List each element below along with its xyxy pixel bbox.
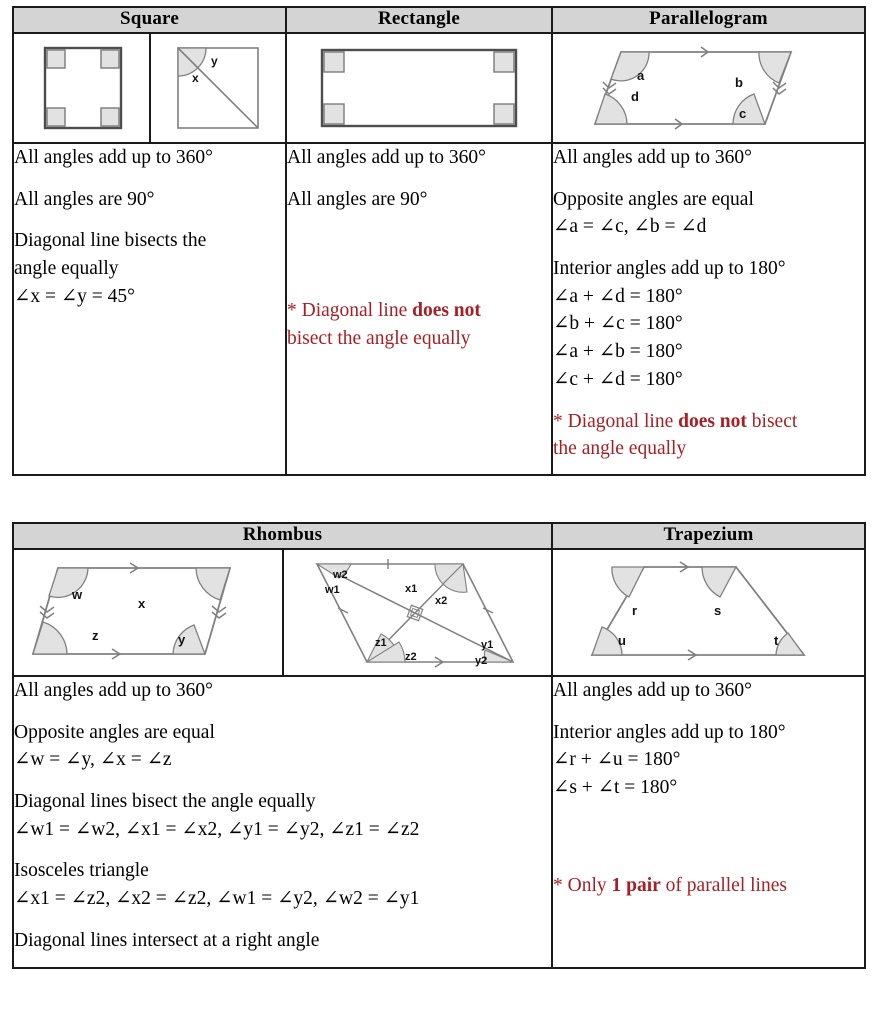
note-line	[287, 297, 551, 325]
fact-line: ∠r + ∠u = 180°	[553, 749, 681, 771]
rhombus-diagonals-icon	[295, 552, 540, 674]
rhombus-angle-label-x2: x2	[434, 594, 447, 607]
note-line	[553, 408, 864, 436]
note-text-bold: 1 pair	[611, 874, 661, 896]
note-line: the angle equally	[553, 438, 687, 460]
note-text-pre: * Only	[553, 874, 612, 896]
square-angle-label-x: x	[191, 71, 199, 85]
spacer	[287, 172, 551, 186]
rhombus-angle-label-w2: w2	[332, 568, 348, 581]
square-diagonal-figure	[151, 34, 286, 142]
fact-line: Opposite angles are equal	[553, 188, 754, 210]
rhombus-angle-label-z: z	[92, 627, 99, 643]
column-header-rectangle: Rectangle	[286, 7, 552, 33]
spacer	[14, 774, 551, 788]
figure-cell-parallelogram	[552, 33, 865, 143]
note-line: bisect the angle equally	[287, 328, 471, 350]
fact-line: ∠a = ∠c, ∠b = ∠d	[553, 216, 707, 238]
spacer	[553, 241, 864, 255]
rhombus-angle-label-y2: y2	[474, 654, 487, 667]
fact-line: All angles are 90°	[287, 188, 428, 210]
figure-cell-square	[13, 33, 286, 143]
spacer	[14, 705, 551, 719]
parallelogram-angle-label-d: d	[630, 89, 639, 104]
fact-line: ∠c + ∠d = 180°	[553, 368, 683, 390]
note-text-bold: does not	[678, 410, 747, 432]
fact-line: angle equally	[14, 258, 119, 280]
geometry-reference-sheet	[0, 6, 878, 1030]
fact-line: ∠a + ∠b = 180°	[553, 341, 683, 363]
rectangle-right-angles-icon	[308, 40, 530, 136]
fact-line: All angles add up to 360°	[14, 147, 213, 168]
column-header-parallelogram: Parallelogram	[552, 7, 865, 33]
spacer	[287, 283, 551, 297]
fact-line: ∠w1 = ∠w2, ∠x1 = ∠x2, ∠y1 = ∠y2, ∠z1 = ∠z2	[14, 818, 420, 840]
spacer	[553, 394, 864, 408]
table-2-figure-row	[13, 549, 865, 676]
fact-line: Isosceles triangle	[14, 860, 149, 882]
fact-line: Interior angles add up to 180°	[553, 258, 786, 280]
spacer	[287, 255, 551, 269]
parallelogram-angle-label-b: b	[734, 75, 743, 90]
rhombus-angles-icon	[30, 552, 265, 674]
fact-line: ∠w = ∠y, ∠x = ∠z	[14, 749, 172, 771]
spacer	[553, 705, 864, 719]
parallelogram-angle-label-c: c	[738, 106, 746, 121]
rhombus-angle-label-w: w	[72, 586, 83, 602]
fact-line: All angles add up to 360°	[14, 680, 213, 701]
rhombus-angle-label-x: x	[138, 595, 146, 611]
table-1-header-row	[13, 7, 865, 33]
fact-line: ∠x = ∠y = 45°	[14, 285, 135, 307]
table-1-text-row	[13, 143, 865, 475]
spacer	[287, 269, 551, 283]
fact-line: All angles add up to 360°	[287, 147, 486, 168]
trapezium-angle-label-s: s	[713, 602, 721, 618]
parallelogram-angles-icon	[579, 38, 839, 138]
quadrilateral-table-1	[12, 6, 866, 476]
fact-line: Diagonal lines bisect the angle equally	[14, 791, 316, 813]
rhombus-angle-label-y1: y1	[480, 638, 493, 651]
fact-line: All angles are 90°	[14, 188, 155, 210]
fact-line: ∠a + ∠d = 180°	[553, 285, 683, 307]
square-angle-label-y: y	[210, 54, 218, 68]
square-right-angles-figure	[14, 34, 151, 142]
spacer	[287, 213, 551, 227]
trapezium-angle-label-t: t	[773, 632, 778, 648]
spacer	[287, 241, 551, 255]
spacer	[553, 858, 864, 872]
rhombus-angle-label-x1: x1	[404, 582, 417, 595]
column-header-rhombus: Rhombus	[13, 523, 552, 549]
text-cell-trapezium	[552, 676, 865, 968]
table-separator	[0, 476, 878, 522]
spacer	[553, 816, 864, 830]
trapezium-angle-label-r: r	[631, 602, 637, 618]
parallelogram-angle-label-a: a	[636, 68, 644, 83]
figure-cell-trapezium	[552, 549, 865, 676]
fact-line: All angles add up to 360°	[553, 147, 752, 168]
square-right-angles-icon	[27, 38, 135, 138]
spacer	[553, 802, 864, 816]
note-line	[553, 872, 864, 900]
fact-line: ∠s + ∠t = 180°	[553, 777, 678, 799]
fact-line: All angles add up to 360°	[553, 680, 752, 701]
note-text-pre: * Diagonal line	[287, 300, 413, 322]
text-cell-rhombus	[13, 676, 552, 968]
rhombus-angles-figure	[14, 550, 284, 675]
fact-line: Opposite angles are equal	[14, 721, 215, 743]
fact-line: ∠b + ∠c = 180°	[553, 313, 683, 335]
spacer	[553, 844, 864, 858]
note-text-pre: * Diagonal line	[553, 410, 679, 432]
quadrilateral-table-2	[12, 522, 866, 969]
table-2-header-row	[13, 523, 865, 549]
note-text-post: of parallel lines	[660, 874, 787, 896]
note-text-post: bisect	[746, 410, 798, 432]
trapezium-angles-icon	[574, 553, 844, 673]
rhombus-angle-label-w1: w1	[324, 583, 340, 596]
spacer	[14, 213, 285, 227]
spacer	[553, 830, 864, 844]
spacer	[553, 172, 864, 186]
spacer	[14, 172, 285, 186]
spacer	[287, 227, 551, 241]
fact-line: ∠x1 = ∠z2, ∠x2 = ∠z2, ∠w1 = ∠y2, ∠w2 = ∠y1	[14, 888, 420, 910]
table-2-text-row	[13, 676, 865, 968]
note-text-bold: does not	[412, 300, 481, 322]
fact-line: Interior angles add up to 180°	[553, 721, 786, 743]
rhombus-angle-label-y: y	[178, 631, 186, 647]
rhombus-diagonals-figure	[284, 550, 552, 675]
table-1-figure-row	[13, 33, 865, 143]
spacer	[14, 843, 551, 857]
column-header-trapezium: Trapezium	[552, 523, 865, 549]
square-diagonal-icon	[162, 38, 274, 138]
figure-cell-rhombus	[13, 549, 552, 676]
spacer	[14, 913, 551, 927]
rhombus-angle-label-z1: z1	[374, 636, 387, 649]
column-header-square: Square	[13, 7, 286, 33]
text-cell-square	[13, 143, 286, 475]
rhombus-angle-label-z2: z2	[404, 650, 417, 663]
figure-cell-rectangle	[286, 33, 552, 143]
text-cell-parallelogram	[552, 143, 865, 475]
trapezium-angle-label-u: u	[617, 632, 626, 648]
fact-line: Diagonal lines intersect at a right angle	[14, 929, 320, 951]
fact-line: Diagonal line bisects the	[14, 230, 207, 252]
text-cell-rectangle	[286, 143, 552, 475]
